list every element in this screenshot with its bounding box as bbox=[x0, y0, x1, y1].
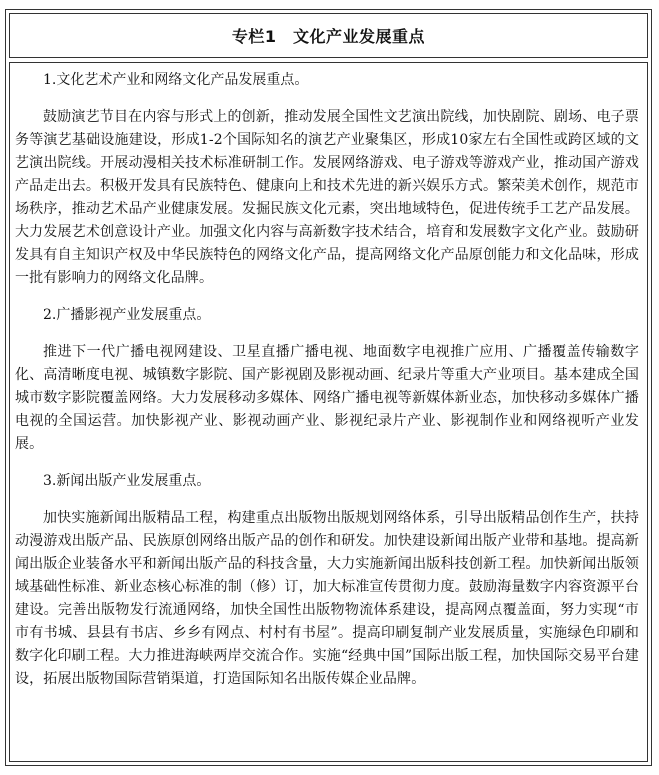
section-heading-arts: 1.文化艺术产业和网络文化产品发展重点。 bbox=[43, 72, 309, 88]
column-box bbox=[5, 9, 652, 766]
title-row bbox=[9, 13, 648, 58]
section-text-arts: 鼓励演艺节目在内容与形式上的创新，推动发展全国性文艺演出院线，加快剧院、剧场、电子票务等演艺基础设施建设，形成1-2个国际知名的演艺产业聚集区，形成10家左右全国性或跨区域的文艺演出院线。开展动漫相关技术标准研制工作。发展网络游戏、电子游戏等游戏产业，推动国产游戏产品走出去。积极开发具有民族特色、健康向上和技术先进的新兴娱乐方式。繁荣美术创作，规范市场秩序，推动艺术品产业健康发展。发掘民族文化元素，突出地域特色，促进传统手工艺产品发展。大力发展艺术创意设计产业。加强文化内容与高新数字技术结合，培育和发展数字文化产业。鼓励研发具有自主知识产权及中华民族特色的网络文化产品，提高网络文化产品原创能力和文化品味，形成一批有影响力的网络文化品牌。 bbox=[15, 109, 639, 286]
section-text-broadcast: 推进下一代广播电视网建设、卫星直播广播电视、地面数字电视推广应用、广播覆盖传输数字化、高清晰度电视、城镇数字影院、国产影视剧及影视动画、纪录片等重大产业项目。基本建成全国城市数字影院覆盖网络。大力发展移动多媒体、网络广播电视等新媒体新业态，加快移动多媒体广播电视的全国运营。加快影视产业、影视动画产业、影视纪录片产业、影视制作业和网络视听产业发展。 bbox=[15, 344, 639, 452]
column-title: 专栏1 文化产业发展重点 bbox=[231, 27, 426, 46]
column-body bbox=[9, 62, 648, 762]
section-heading-broadcast: 2.广播影视产业发展重点。 bbox=[43, 307, 211, 323]
section-text-publishing: 加快实施新闻出版精品工程，构建重点出版物出版规划网络体系，引导出版精品创作生产，扶持动漫游戏出版产品、民族原创网络出版产品的创作和研发。加快建设新闻出版产业带和基地。提高新闻出版企业装备水平和新闻出版产品的科技含量，大力实施新闻出版科技创新工程。加快新闻出版领域基础性标准、新业态核心标准的制（修）订，加大标准宣传贯彻力度。鼓励海量数字内容资源平台建设。完善出版物发行流通网络，加快全国性出版物物流体系建设，提高网点覆盖面，努力实现“市市有书城、县县有书店、乡乡有网点、村村有书屋”。提高印刷复制产业发展质量，实施绿色印刷和数字化印刷工程。大力推进海峡两岸交流合作。实施“经典中国”国际出版工程，加快国际交易平台建设，拓展出版物国际营销渠道，打造国际知名出版传媒企业品牌。 bbox=[15, 510, 639, 687]
section-heading-publishing: 3.新闻出版产业发展重点。 bbox=[43, 473, 211, 489]
